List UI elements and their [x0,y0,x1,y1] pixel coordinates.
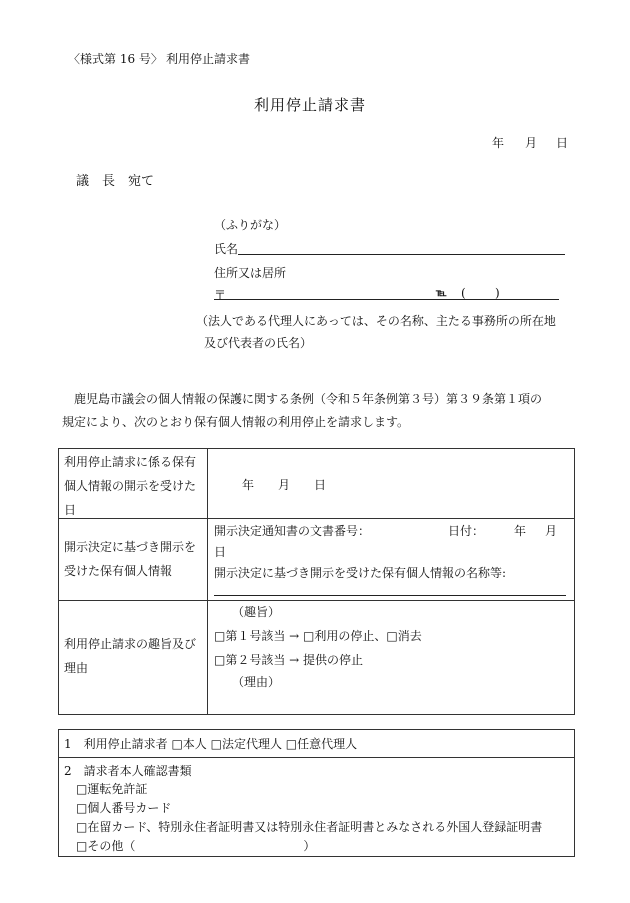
form-number: 〈様式第 16 号〉 [68,52,163,66]
purpose-option-2[interactable]: □第２号該当 → 提供の停止 [214,653,364,667]
table-row-divider [58,600,575,601]
id-documents-heading: 2 請求者本人確認書類 [64,764,192,778]
body-line2: 規定により、次のとおり保有個人情報の利用停止を請求します。 [62,415,410,429]
purpose-option-1[interactable]: □第１号該当 → □利用の停止、□消去 [214,629,422,643]
id-doc-my-number-card[interactable]: □個人番号カード [76,801,172,815]
id-doc-drivers-license[interactable]: □運転免許証 [76,782,148,796]
corporate-note-line1: （法人である代理人にあっては、その名称、主たる事務所の所在地 [196,314,556,328]
id-doc-residence-card[interactable]: □在留カード、特別永住者証明書又は特別永住者証明書とみなされる外国人登録証明書 [76,820,543,834]
id-doc-other[interactable]: □その他（ ） [76,839,316,853]
tel-paren-close: ) [495,286,500,300]
tel-label: ℡ [436,288,447,299]
date-month: 月 [525,136,538,150]
disclosed-info-name-label: 開示決定に基づき開示を受けた保有個人情報の名称等: [214,566,507,580]
corporate-note-line2: 及び代表者の氏名） [204,336,313,350]
disclosed-info-label: 開示決定に基づき開示を受けた保有個人情報 [64,540,197,578]
tel-paren-open: ( [461,286,466,300]
address-field[interactable] [214,299,559,300]
furigana-label: （ふりがな） [214,218,287,232]
purpose-heading: （趣旨） [232,605,281,619]
date-year: 年 [492,136,505,150]
name-label: 氏名 [214,242,239,256]
disclosure-date-label: 利用停止請求に係る保有個人情報の開示を受けた日 [64,455,197,517]
form-label: 利用停止請求書 [166,52,251,66]
name-field[interactable] [238,254,565,255]
postal-mark: 〒 [214,288,227,302]
notice-date-day: 日 [214,545,227,559]
notice-date-year: 年 [514,524,527,538]
addressee: 議 長 宛て [76,174,155,189]
requester-type-row[interactable]: 1 利用停止請求者 □本人 □法定代理人 □任意代理人 [64,737,358,751]
disclosure-date-field[interactable]: 年 月 日 [242,478,327,492]
page-title: 利用停止請求書 [254,96,367,114]
purpose-reason-label: 利用停止請求の趣旨及び理由 [64,637,197,675]
reason-heading: （理由） [232,675,281,689]
notice-document-number-label: 開示決定通知書の文書番号： [214,524,371,538]
notice-date-label: 日付： [448,524,485,538]
address-label: 住所又は居所 [214,266,287,280]
table-row-divider [58,757,575,758]
date-day: 日 [556,136,569,150]
table-column-divider [207,448,208,715]
notice-date-month: 月 [545,524,558,538]
body-line1: 鹿児島市議会の個人情報の保護に関する条例（令和５年条例第３号）第３９条第１項の [74,392,543,406]
disclosed-info-name-field[interactable] [214,595,566,596]
